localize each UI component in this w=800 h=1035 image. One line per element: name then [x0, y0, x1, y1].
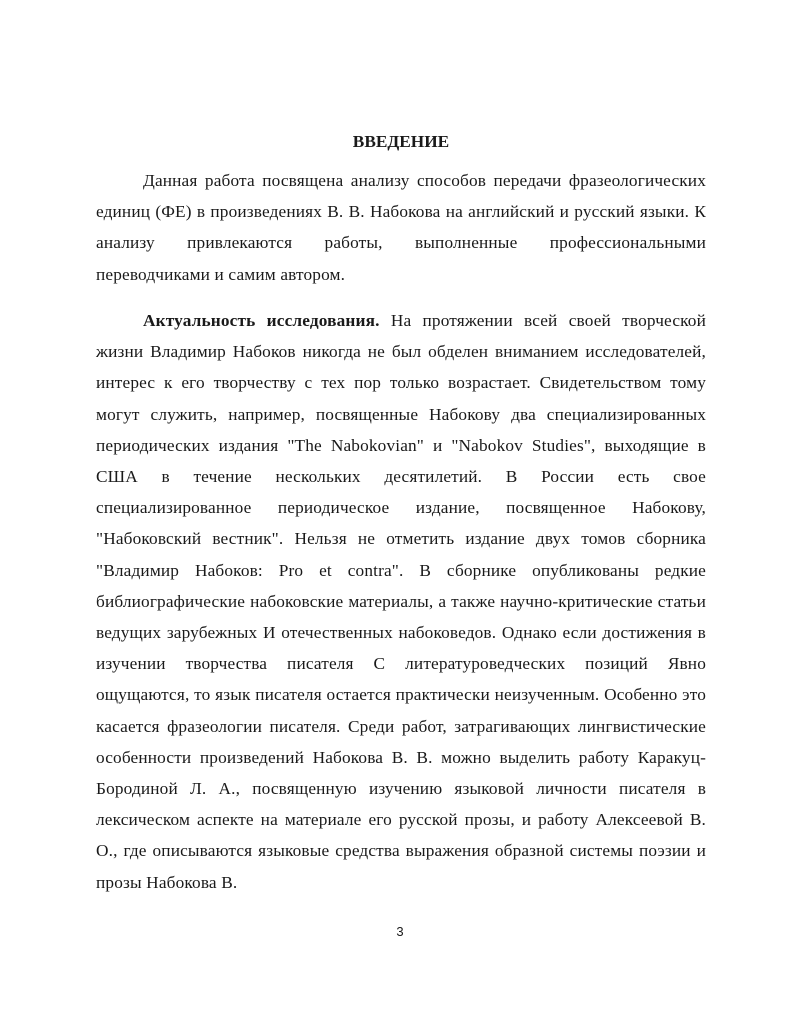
page-number: 3	[396, 924, 404, 939]
relevance-body: На протяжении всей своей творческой жизни Владимир Набоков никогда не был обделен вниманием исследователей, интерес к его творчеству с тех пор только возрастает. Свидетельством тому могут служить, например, посвященные Набокову два специализированных периодических издания "The Nabokovian" и "Nabokov Studies", выходящие в США в течение нескольких десятилетий. В России есть свое специализированное периодическое издание, посвященное Набокову, "Набоковский вестник". Нельзя не отметить издание двух томов сборника "Владимир Набоков: Pro et contra". В сборнике опубликованы редкие библиографические набоковские материалы, а также научно-критические статьи ведущих зарубежных И отечественных набоковедов. Однако если достижения в изучении творчества писателя С литературоведческих позиций Явно ощущаются, то язык писателя остается практически неизученным. Особенно это касается фразеологии писателя. Среди работ, затрагивающих лингвистические особенности произведений Набокова В. В. можно выделить работу Каракуц-Бородиной Л. А., посвященную изучению языковой личности писателя в лексическом аспекте на материале его русской прозы, и работу Алексеевой В. О., где описываются языковые средства выражения образной системы поэзии и прозы Набокова В.	[96, 311, 706, 892]
relevance-paragraph	[96, 305, 706, 898]
intro-paragraph: Данная работа посвящена анализу способов передачи фразеологических единиц (ФЕ) в произведениях В. В. Набокова на английский и русский языки. К анализу привлекаются работы, выполненные профессиональными переводчиками и самим автором.	[96, 171, 706, 284]
section-heading: ВВЕДЕНИЕ	[352, 132, 450, 151]
intro-paragraph-container	[96, 165, 706, 290]
relevance-paragraph-container	[96, 305, 706, 898]
relevance-lead: Актуальность исследования.	[143, 311, 380, 330]
